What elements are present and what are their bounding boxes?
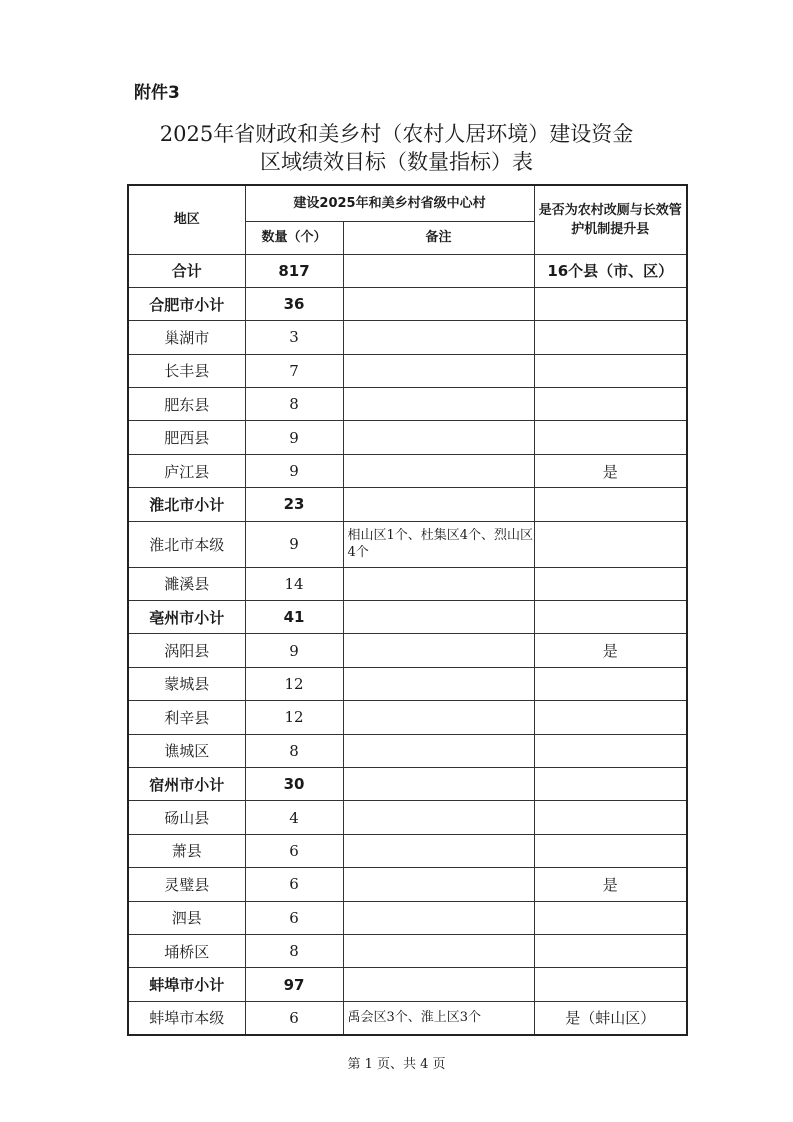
toilet-county-cell [534, 801, 687, 834]
remarks-cell [343, 488, 534, 521]
quantity-cell: 12 [245, 667, 343, 700]
page-footer: 第 1 页、共 4 页 [347, 1057, 446, 1072]
table-row [128, 868, 687, 901]
table-row [128, 601, 687, 634]
quantity-cell: 4 [245, 801, 343, 834]
table-row [128, 934, 687, 967]
table-row [128, 634, 687, 667]
region-cell: 灵璧县 [128, 868, 245, 901]
quantity-cell: 9 [245, 454, 343, 487]
remarks-cell [343, 868, 534, 901]
toilet-county-cell: 是（蚌山区） [534, 1001, 687, 1034]
region-cell: 濉溪县 [128, 567, 245, 600]
region-cell: 蚌埠市小计 [128, 968, 245, 1001]
toilet-county-cell [534, 734, 687, 767]
toilet-county-cell: 是 [534, 634, 687, 667]
toilet-county-cell: 16个县（市、区） [534, 254, 687, 287]
quantity-cell: 6 [245, 868, 343, 901]
toilet-county-cell [534, 934, 687, 967]
table-row [128, 254, 687, 287]
table-row [128, 667, 687, 700]
remarks-cell [343, 287, 534, 320]
quantity-cell: 97 [245, 968, 343, 1001]
region-cell: 涡阳县 [128, 634, 245, 667]
remarks-cell [343, 901, 534, 934]
quantity-cell: 9 [245, 421, 343, 454]
toilet-county-cell [534, 321, 687, 354]
table-row [128, 701, 687, 734]
region-cell: 肥西县 [128, 421, 245, 454]
quantity-cell: 9 [245, 521, 343, 567]
remarks-cell [343, 388, 534, 421]
header-remarks: 备注 [343, 221, 534, 254]
toilet-county-cell [534, 701, 687, 734]
toilet-county-cell [534, 767, 687, 800]
table-row [128, 801, 687, 834]
toilet-county-cell: 是 [534, 868, 687, 901]
region-cell: 埇桥区 [128, 934, 245, 967]
remarks-cell [343, 701, 534, 734]
remarks-cell [343, 834, 534, 867]
remarks-cell [343, 454, 534, 487]
header-toilet-county: 是否为农村改厕与长效管护机制提升县 [534, 185, 687, 254]
toilet-county-cell [534, 901, 687, 934]
quantity-cell: 3 [245, 321, 343, 354]
remarks-cell: 禹会区3个、淮上区3个 [343, 1001, 534, 1034]
table-row [128, 567, 687, 600]
toilet-county-cell: 是 [534, 454, 687, 487]
remarks-cell [343, 767, 534, 800]
quantity-cell: 23 [245, 488, 343, 521]
table-row [128, 321, 687, 354]
region-cell: 砀山县 [128, 801, 245, 834]
table-row [128, 454, 687, 487]
table-body [128, 185, 687, 1035]
toilet-county-cell [534, 601, 687, 634]
toilet-county-cell [534, 287, 687, 320]
toilet-county-cell [534, 968, 687, 1001]
toilet-county-cell [534, 834, 687, 867]
remarks-cell [343, 667, 534, 700]
remarks-cell [343, 734, 534, 767]
table-row [128, 354, 687, 387]
quantity-cell: 6 [245, 1001, 343, 1034]
region-cell: 蚌埠市本级 [128, 1001, 245, 1034]
remarks-cell [343, 421, 534, 454]
remarks-cell [343, 354, 534, 387]
toilet-county-cell [534, 521, 687, 567]
region-cell: 亳州市小计 [128, 601, 245, 634]
region-cell: 长丰县 [128, 354, 245, 387]
region-cell: 宿州市小计 [128, 767, 245, 800]
toilet-county-cell [534, 354, 687, 387]
attachment-label: 附件3 [134, 83, 180, 103]
quantity-cell: 8 [245, 934, 343, 967]
remarks-cell [343, 254, 534, 287]
header-central-village-group: 建设2025年和美乡村省级中心村 [245, 185, 534, 221]
quantity-cell: 7 [245, 354, 343, 387]
header-row-1 [128, 185, 687, 221]
table-row [128, 834, 687, 867]
quantity-cell: 41 [245, 601, 343, 634]
header-region: 地区 [128, 185, 245, 254]
region-cell: 泗县 [128, 901, 245, 934]
table-row [128, 968, 687, 1001]
toilet-county-cell [534, 388, 687, 421]
region-cell: 淮北市本级 [128, 521, 245, 567]
region-cell: 合肥市小计 [128, 287, 245, 320]
toilet-county-cell [534, 421, 687, 454]
region-cell: 萧县 [128, 834, 245, 867]
remarks-cell [343, 601, 534, 634]
quantity-cell: 817 [245, 254, 343, 287]
region-cell: 合计 [128, 254, 245, 287]
document-title-line-2: 区域绩效目标（数量指标）表 [260, 150, 533, 174]
quantity-cell: 6 [245, 834, 343, 867]
remarks-cell [343, 634, 534, 667]
remarks-cell [343, 801, 534, 834]
table-row [128, 734, 687, 767]
header-quantity: 数量（个） [245, 221, 343, 254]
remarks-cell [343, 968, 534, 1001]
region-cell: 蒙城县 [128, 667, 245, 700]
quantity-cell: 6 [245, 901, 343, 934]
document-title-line-1: 2025年省财政和美乡村（农村人居环境）建设资金 [159, 122, 634, 146]
quantity-cell: 12 [245, 701, 343, 734]
toilet-county-cell [534, 488, 687, 521]
quantity-cell: 14 [245, 567, 343, 600]
remarks-cell [343, 567, 534, 600]
region-cell: 巢湖市 [128, 321, 245, 354]
performance-target-table [127, 184, 688, 1036]
region-cell: 淮北市小计 [128, 488, 245, 521]
toilet-county-cell [534, 567, 687, 600]
table-row [128, 388, 687, 421]
table-row [128, 767, 687, 800]
region-cell: 肥东县 [128, 388, 245, 421]
region-cell: 利辛县 [128, 701, 245, 734]
table-row [128, 521, 687, 567]
quantity-cell: 36 [245, 287, 343, 320]
remarks-cell: 相山区1个、杜集区4个、烈山区4个 [343, 521, 534, 567]
quantity-cell: 8 [245, 734, 343, 767]
quantity-cell: 8 [245, 388, 343, 421]
quantity-cell: 30 [245, 767, 343, 800]
table-row [128, 901, 687, 934]
remarks-cell [343, 934, 534, 967]
table-row [128, 1001, 687, 1034]
table-row [128, 488, 687, 521]
remarks-cell [343, 321, 534, 354]
table-row [128, 287, 687, 320]
region-cell: 庐江县 [128, 454, 245, 487]
table-row [128, 421, 687, 454]
quantity-cell: 9 [245, 634, 343, 667]
region-cell: 谯城区 [128, 734, 245, 767]
toilet-county-cell [534, 667, 687, 700]
